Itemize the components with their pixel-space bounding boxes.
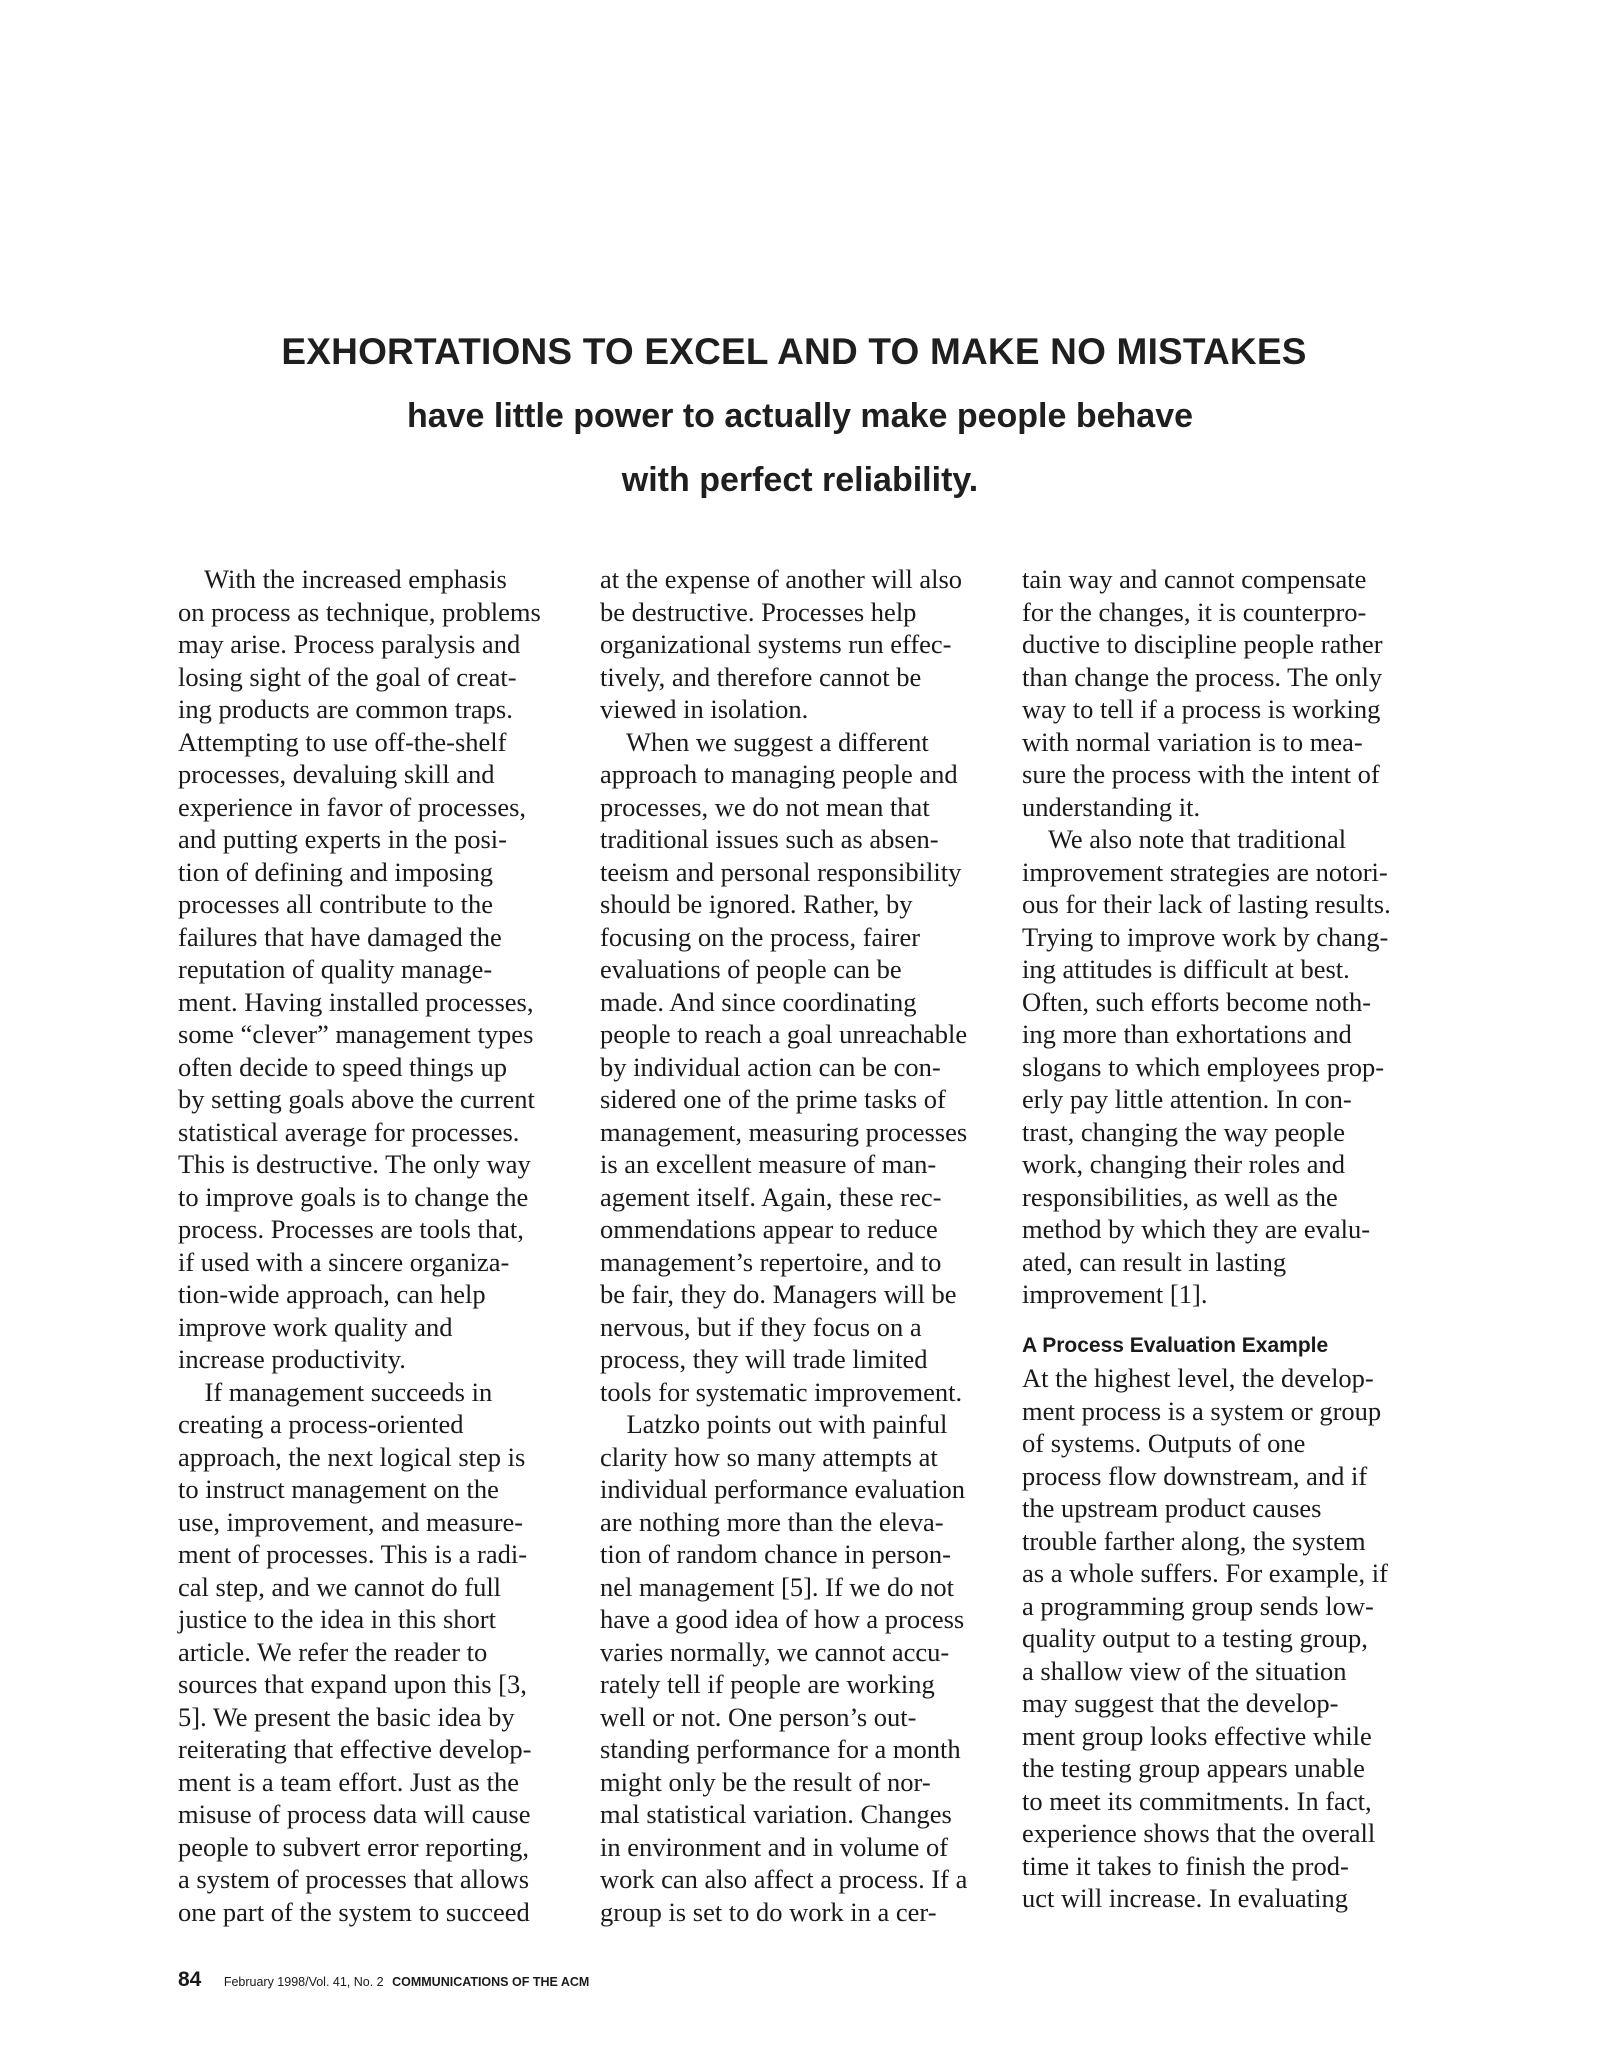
text-line: rately tell if people are working [600,1669,935,1699]
text-line: as a whole suffers. For example, if [1022,1558,1388,1588]
text-line: mal statistical variation. Changes [600,1799,952,1829]
text-line: reputation of quality manage- [178,954,493,984]
text-line: method by which they are evalu- [1022,1214,1371,1244]
text-line: organizational systems run effec- [600,629,952,659]
text-line: ment group looks effective while [1022,1720,1372,1751]
text-line: well or not. One person’s out- [600,1701,917,1732]
text-line: the testing group appears unable [1022,1753,1365,1783]
text-line: creating a process-oriented [178,1409,464,1439]
text-line: ated, can result in lasting [1022,1246,1287,1277]
text-line: ing more than exhortations and [1022,1019,1352,1049]
text-line: ment process is a system or group [1022,1395,1382,1426]
text-line: misuse of process data will cause [178,1799,531,1829]
text-line: experience in favor of processes, [178,791,527,822]
text-line: statistical average for processes. [178,1116,520,1147]
text-line: use, improvement, and measure- [178,1506,524,1537]
section-text [1022,1362,1422,1915]
text-line: work can also affect a process. If a [600,1864,968,1894]
text-line: have a good idea of how a process [600,1604,965,1634]
text-line: people to subvert error reporting, [178,1831,530,1862]
pull-quote-line-3: with perfect reliability. [621,461,979,499]
text-line: by individual action can be con- [600,1051,941,1082]
text-line: justice to the idea in this short [178,1604,496,1634]
body-column-2 [600,563,1000,1928]
text-line: approach to managing people and [600,759,958,789]
journal-name: COMMUNICATIONS OF THE ACM [392,1975,590,1989]
text-line: losing sight of the goal of creat- [178,661,517,692]
text-line: tools for systematic improvement. [600,1376,963,1407]
text-line: made. And since coordinating [600,986,917,1017]
page-footer [178,1968,589,1992]
text-line: standing performance for a month [600,1734,961,1764]
text-line: should be ignored. Rather, by [600,889,913,919]
text-line: viewed in isolation. [600,694,809,724]
text-line: ment. Having installed processes, [178,986,534,1017]
text-line: to instruct management on the [178,1474,499,1504]
text-line: improve work quality and [178,1311,453,1342]
text-line: management, measuring processes [600,1116,968,1147]
text-line: processes, devaluing skill and [178,759,495,789]
pull-quote-line-2: have little power to actually make people behave [406,397,1194,435]
text-line: cal step, and we cannot do full [178,1571,502,1602]
text-line: failures that have damaged the [178,921,502,952]
text-line: uct will increase. In evaluating [1022,1883,1348,1913]
text-line: This is destructive. The only way [178,1149,531,1179]
text-line: if used with a sincere organiza- [178,1246,510,1277]
text-line: sources that expand upon this [3, [178,1669,527,1699]
text-line: reiterating that effective develop- [178,1734,532,1764]
column-3-text [1022,563,1422,1311]
text-line: traditional issues such as absen- [600,824,939,854]
text-line: nel management [5]. If we do not [600,1571,954,1602]
text-line: at the expense of another will also [600,564,963,594]
text-line: tain way and cannot compensate [1022,564,1367,594]
text-line: At the highest level, the develop- [1022,1363,1374,1393]
body-column-1 [178,563,573,1928]
text-line: tively, and therefore cannot be [600,661,922,692]
text-line: Trying to improve work by chang- [1022,921,1389,952]
text-line: ous for their lack of lasting results. [1022,889,1391,919]
text-line: ommendations appear to reduce [600,1214,938,1244]
text-line: focusing on the process, fairer [600,921,921,952]
text-line: ing products are common traps. [178,694,513,724]
text-line: are nothing more than the eleva- [600,1506,944,1537]
text-line: might only be the result of nor- [600,1766,931,1797]
text-line: sure the process with the intent of [1022,759,1380,789]
text-line: by setting goals above the current [178,1084,535,1114]
text-line: We also note that traditional [1022,824,1347,854]
text-line: tion of defining and imposing [178,856,494,887]
body-column-3 [1022,563,1422,1915]
text-line: a programming group sends low- [1022,1590,1374,1621]
page-number: 84 [178,1968,202,1991]
text-line: quality output to a testing group, [1022,1623,1368,1653]
text-line: some “clever” management types [178,1019,534,1049]
text-line: responsibilities, as well as the [1022,1181,1338,1212]
text-line: varies normally, we cannot accu- [600,1636,950,1667]
text-line: process flow downstream, and if [1022,1460,1368,1491]
pull-quote-line-1: EXHORTATIONS TO EXCEL AND TO MAKE NO MISTAKES [281,331,1307,372]
text-line: sidered one of the prime tasks of [600,1084,946,1114]
text-line: ment of processes. This is a radi- [178,1539,528,1569]
text-line: clarity how so many attempts at [600,1441,938,1472]
text-line: a shallow view of the situation [1022,1655,1347,1686]
text-line: for the changes, it is counterpro- [1022,596,1367,627]
text-line: ment is a team effort. Just as the [178,1766,519,1797]
text-line: nervous, but if they focus on a [600,1311,922,1342]
text-line: on process as technique, problems [178,596,541,627]
text-line: teeism and personal responsibility [600,856,962,887]
text-line: experience shows that the overall [1022,1818,1376,1848]
text-line: agement itself. Again, these rec- [600,1181,942,1212]
text-line: may suggest that the develop- [1022,1688,1339,1718]
issue-info: February 1998/Vol. 41, No. 2 [223,1975,384,1989]
text-line: ductive to discipline people rather [1022,629,1383,659]
text-line: 5]. We present the basic idea by [178,1701,515,1732]
text-line: to improve goals is to change the [178,1181,529,1212]
text-line: be destructive. Processes help [600,596,917,627]
text-line: Often, such efforts become noth- [1022,986,1372,1017]
text-line: than change the process. The only [1022,661,1383,692]
pull-quote [0,320,1600,512]
text-line: a system of processes that allows [178,1864,530,1894]
text-line: improvement strategies are notori- [1022,856,1388,887]
text-line: the upstream product causes [1022,1493,1322,1523]
text-line: process, they will trade limited [600,1344,928,1374]
text-line: time it takes to finish the prod- [1022,1850,1349,1881]
text-line: tion-wide approach, can help [178,1279,486,1309]
text-line: and putting experts in the posi- [178,824,507,854]
text-line: of systems. Outputs of one [1022,1428,1306,1458]
text-line: tion of random chance in person- [600,1539,952,1569]
text-line: processes, we do not mean that [600,791,930,822]
text-line: Latzko points out with painful [600,1409,948,1439]
text-line: process. Processes are tools that, [178,1214,524,1244]
text-line: often decide to speed things up [178,1051,507,1082]
text-line: people to reach a goal unreachable [600,1019,968,1049]
text-line: way to tell if a process is working [1022,694,1381,724]
text-line: group is set to do work in a cer- [600,1896,937,1927]
text-line: management’s repertoire, and to [600,1246,942,1277]
text-line: one part of the system to succeed [178,1896,530,1927]
text-line: individual performance evaluation [600,1474,965,1504]
text-line: is an excellent measure of man- [600,1149,937,1179]
text-line: understanding it. [1022,791,1201,822]
text-line: approach, the next logical step is [178,1441,526,1472]
text-line: trast, changing the way people [1022,1116,1346,1147]
text-line: Attempting to use off-the-shelf [178,726,507,757]
section-heading: A Process Evaluation Example [1022,1333,1329,1357]
text-line: erly pay little attention. In con- [1022,1084,1352,1114]
text-line: evaluations of people can be [600,954,902,984]
text-line: may arise. Process paralysis and [178,629,521,659]
text-line: work, changing their roles and [1022,1149,1346,1179]
text-line: improvement [1]. [1022,1279,1208,1309]
text-line: trouble farther along, the system [1022,1525,1366,1556]
text-line: processes all contribute to the [178,889,493,919]
text-line: ing attitudes is difficult at best. [1022,954,1350,984]
text-line: to meet its commitments. In fact, [1022,1785,1372,1816]
text-line: in environment and in volume of [600,1831,949,1862]
text-line: article. We refer the reader to [178,1636,488,1667]
text-line: If management succeeds in [178,1376,493,1407]
text-line: be fair, they do. Managers will be [600,1279,957,1309]
text-line: With the increased emphasis [178,564,507,594]
text-line: When we suggest a different [600,726,929,757]
text-line: slogans to which employees prop- [1022,1051,1385,1082]
text-line: with normal variation is to mea- [1022,726,1363,757]
text-line: increase productivity. [178,1344,406,1374]
